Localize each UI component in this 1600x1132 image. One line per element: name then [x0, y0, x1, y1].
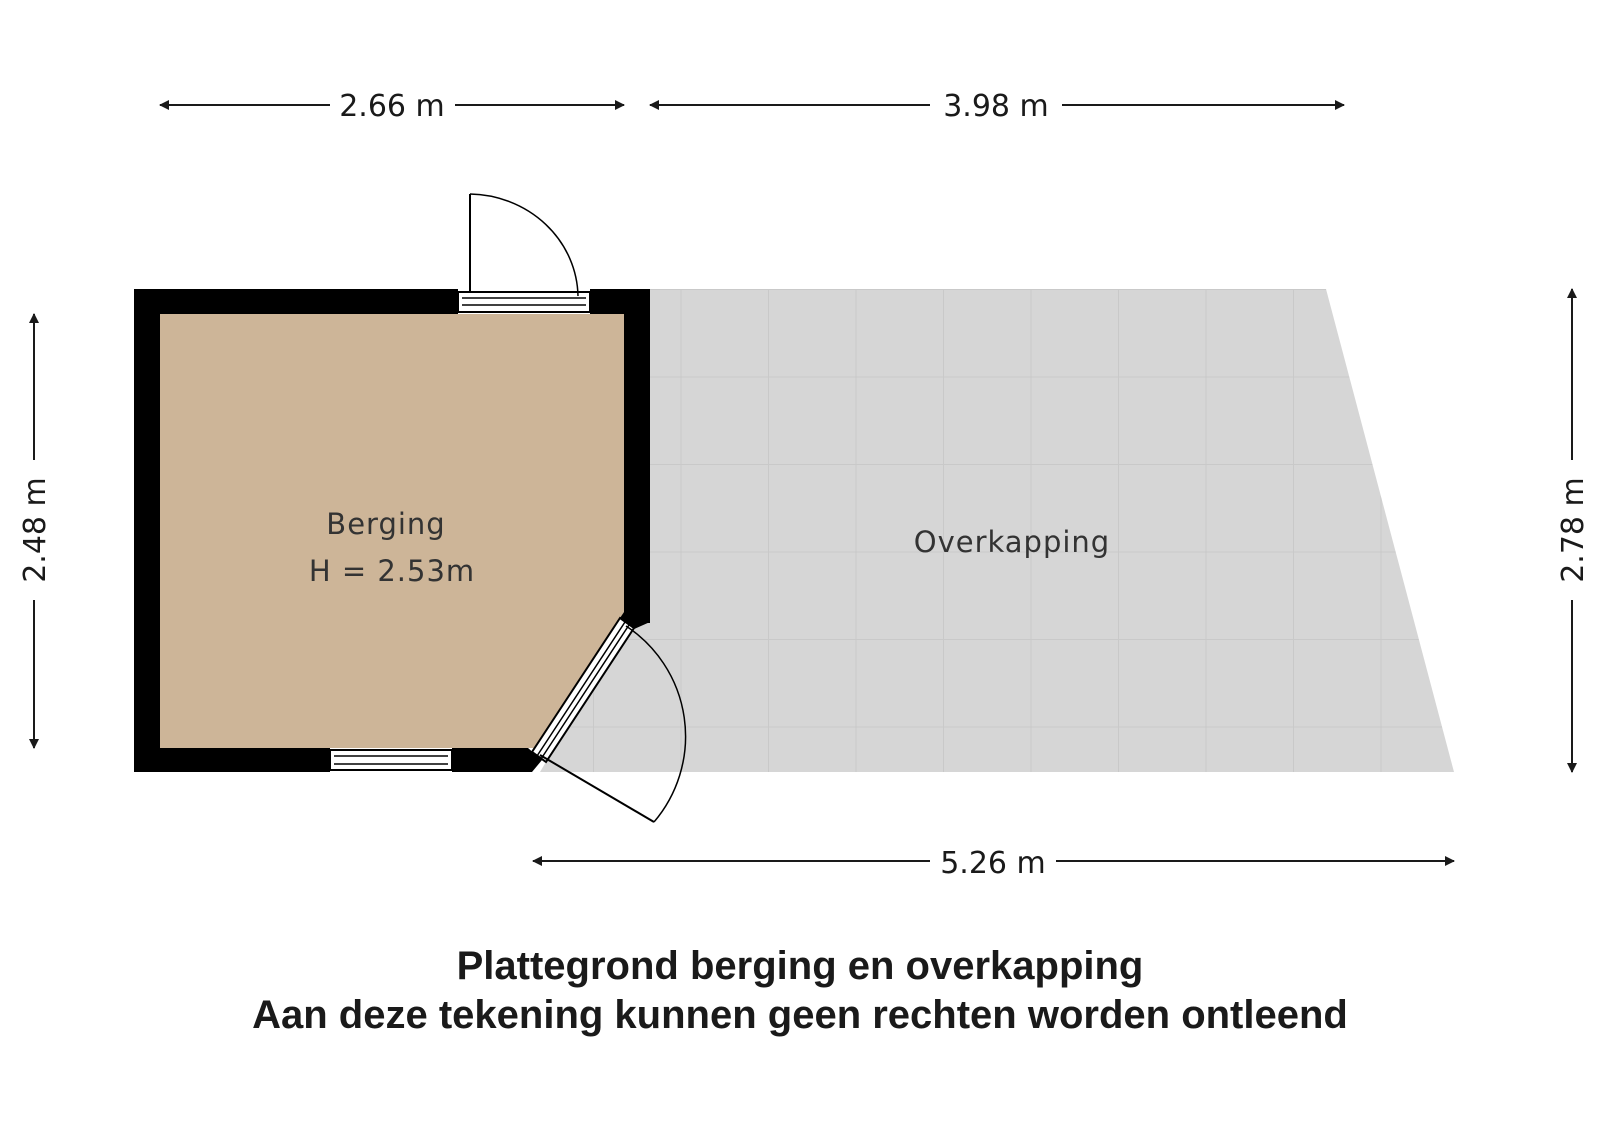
dimension-top-left: 2.66 m: [339, 89, 445, 124]
bottom-window: [330, 750, 452, 770]
top-door: [458, 194, 590, 312]
dimension-top-right: 3.98 m: [943, 89, 1049, 124]
dimension-left: 2.48 m: [18, 477, 53, 583]
storage-height-label: H = 2.53m: [308, 554, 476, 588]
plan-disclaimer: Aan deze tekening kunnen geen rechten worden ontleend: [252, 993, 1348, 1037]
storage-room-label: Berging: [326, 507, 446, 541]
canopy-room-label: Overkapping: [913, 525, 1111, 559]
dimension-bottom: 5.26 m: [940, 846, 1046, 881]
dimension-right: 2.78 m: [1556, 477, 1591, 583]
plan-title: Plattegrond berging en overkapping: [456, 944, 1144, 988]
